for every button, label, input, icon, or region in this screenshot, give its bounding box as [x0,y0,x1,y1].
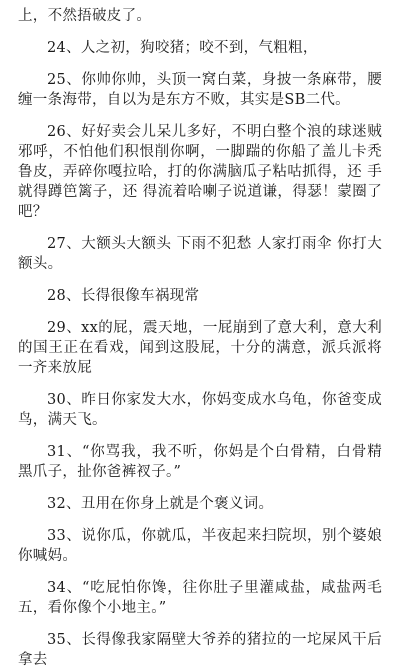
paragraph-item-25: 25、你帅你帅，头顶一窝白菜，身披一条麻带，腰缠一条海带，自以为是东方不败，其实是SB二代。 [18,72,382,108]
paragraph-item-35: 35、长得像我家隔壁大爷养的猪拉的一坨屎风干后拿去 [18,632,382,668]
paragraph-item-30: 30、昨日你家发大水，你妈变成水乌龟，你爸变成鸟，满天飞。 [18,392,382,428]
paragraph-item-29: 29、xx的屁，震天地，一屁崩到了意大利，意大利的国王正在看戏，闻到这股屁，十分的满意，派兵派将一齐来放屁 [18,320,382,376]
paragraph-item-34: 34、“吃屁怕你馋，往你肚子里灌咸盐，咸盐两毛五，看你像个小地主。” [18,580,382,616]
paragraph-item-33: 33、说你瓜，你就瓜，半夜起来扫院坝，别个婆娘你喊妈。 [18,528,382,564]
paragraph-item-32: 32、丑用在你身上就是个褒义词。 [47,496,274,512]
paragraph-item-24: 24、人之初，狗咬猪；咬不到，气粗粗， [47,40,318,56]
paragraph-item-26: 26、好好卖会儿呆儿多好，不明白整个浪的球迷贼邪呼，不怕他们积恨削你啊，一脚踹的你船了盖儿卡秃鲁皮，弄碎你嘎拉哈，打的你满脑瓜子粘咕抓得，还 手就得蹲笆篱子，还 得流着哈喇子说道谦，得瑟！蒙圈了吧？ [18,124,382,220]
paragraph-item-31: 31、“你骂我，我不听，你妈是个白骨精，白骨精黑爪子，扯你爸裤衩子。” [18,444,382,480]
paragraph-continuation: 上，不然捂破皮了。 [18,8,152,24]
paragraph-item-28: 28、长得很像车祸现常 [47,288,200,304]
paragraph-item-27: 27、大额头大额头 下雨不犯愁 人家打雨伞 你打大额头。 [18,236,382,272]
